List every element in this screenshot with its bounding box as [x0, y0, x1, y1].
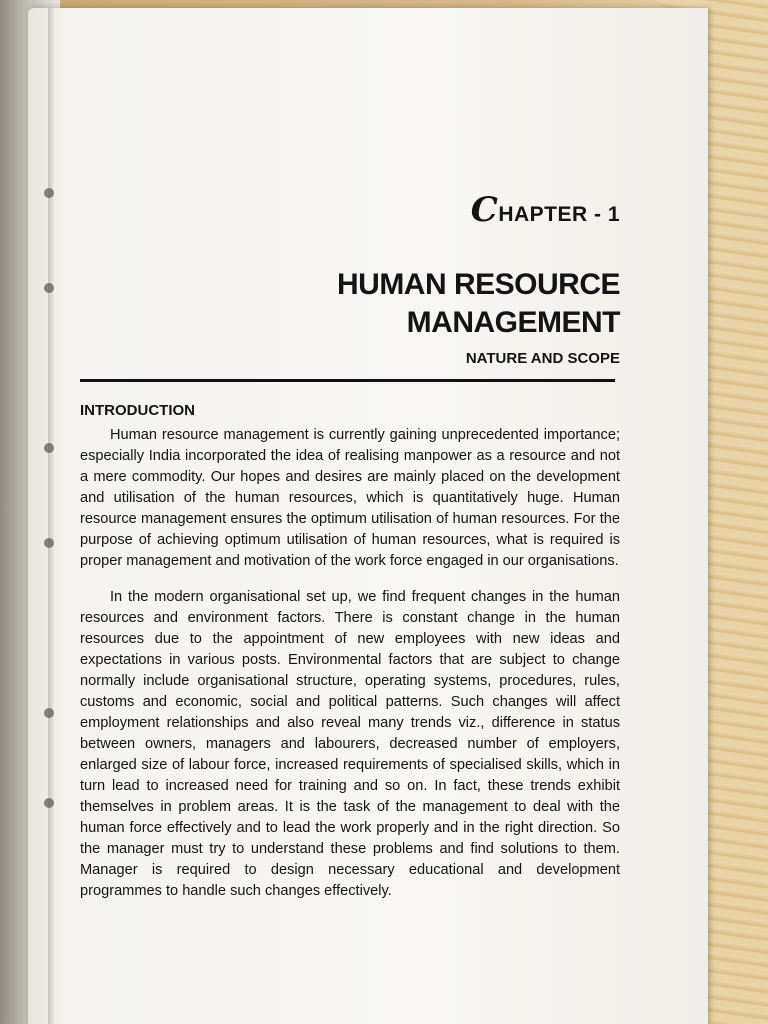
page-spine [48, 8, 54, 1024]
chapter-title-line2: MANAGEMENT [406, 306, 620, 339]
binding-stitch [44, 443, 54, 453]
binding-stitch [44, 538, 54, 548]
binding-stitch [44, 188, 54, 198]
chapter-title [80, 266, 620, 342]
chapter-initial: C [470, 190, 499, 230]
chapter-label [80, 190, 620, 230]
chapter-subtitle: NATURE AND SCOPE [465, 350, 620, 367]
page-content [80, 190, 620, 916]
binding-stitch [44, 798, 54, 808]
chapter-title-line1: HUMAN RESOURCE [336, 268, 620, 301]
horizontal-rule [80, 379, 615, 382]
binding-stitch [44, 283, 54, 293]
body-paragraph-1: Human resource management is currently gaining unprecedented importance; especially India incorporated the idea of realising manpower as a resource and not a mere commodity. Our hopes and desires are mainly placed on the development and utilisation of the human resources, which is quantitatively huge. Human resource management ensures the optimum utilisation of human resources. For the purpose of achieving optimum utilisation of human resources, what is required is proper management and motivation of the work force engaged in our organisations. [80, 427, 620, 569]
body-paragraph-2: In the modern organisational set up, we find frequent changes in the human resources and environment factors. There is constant change in the human resources due to the appointment of new employees with new ideas and expectations in various posts. Environmental factors that are subject to change normally include organisational structure, operating systems, procedures, rules, customs and economic, social and political patterns. Such changes will affect employment relationships and also reveal many trends viz., difference in status between owners, managers and labourers, decreased number of employers, enlarged size of labour force, increased requirements of specialised skills, which in turn lead to increased need for training and so on. In fact, these trends exhibit themselves in problem areas. It is the task of the management to deal with the human force effectively and to lead the work properly and in the right direction. So the manager must try to understand these problems and find solutions to them. Manager is required to design necessary educational and development programmes to handle such changes effectively. [80, 588, 620, 899]
binding-stitch [44, 708, 54, 718]
section-heading: INTRODUCTION [80, 402, 195, 419]
chapter-label-rest: HAPTER - 1 [498, 203, 620, 226]
